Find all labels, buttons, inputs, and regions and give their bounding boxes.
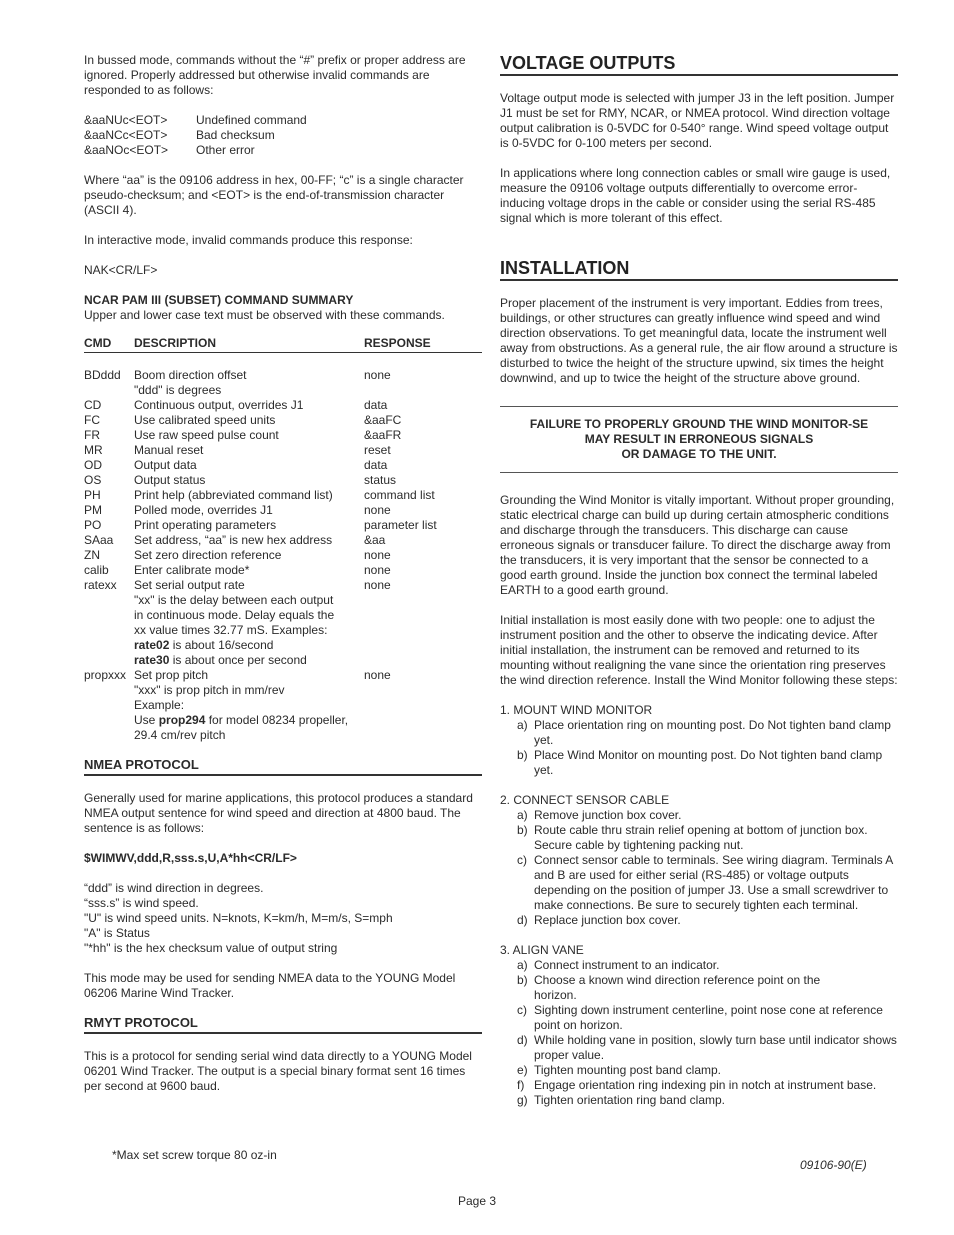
error-code: &aaNUc<EOT> [84, 113, 168, 127]
command-row [84, 563, 482, 578]
error-code-list [84, 113, 482, 158]
step-title: 1. MOUNT WIND MONITOR [500, 703, 653, 717]
step-item-letter: f) [517, 1078, 525, 1092]
rate-example-cmd: rate30 [134, 653, 170, 667]
rate-example-text: is about once per second [169, 653, 307, 667]
rate-example [134, 638, 364, 653]
voltage-paragraph-1: Voltage output mode is selected with jumper J3 in the left position. Jumper J1 must be set for RMY, NCAR, or NMEA protocol. Wind direction voltage output calibration is 0-5VDC for 0-540° range. Wind speed voltage output is 0-5VDC for 0-100 meters per second. [500, 91, 895, 150]
header-cmd: CMD [84, 336, 112, 350]
command-response: none [364, 563, 391, 577]
command-code [84, 623, 134, 638]
command-response: status [364, 473, 397, 487]
step-item-text: Replace junction box cover. [534, 913, 681, 927]
command-row [84, 698, 482, 713]
step-item-text: Choose a known wind direction reference point on the horizon. [534, 973, 821, 1002]
interactive-paragraph: In interactive mode, invalid commands produce this response: [84, 233, 413, 247]
command-code: MR [84, 443, 103, 457]
step-item [500, 1003, 898, 1033]
command-description: Output status [134, 473, 206, 487]
command-response [364, 608, 482, 623]
step-item-letter: d) [517, 913, 528, 927]
step-item-letter: c) [517, 853, 527, 867]
rmyt-paragraph: This is a protocol for sending serial wind data directly to a YOUNG Model 06201 Wind Tracker. The output is a special binary format sent 16 times per second at 9600 baud. [84, 1049, 472, 1093]
step-item [500, 808, 898, 823]
command-description: Print help (abbreviated command list) [134, 488, 333, 502]
command-response [364, 623, 482, 638]
prop-example-pre: Use [134, 713, 159, 727]
step-item-text: Sighting down instrument centerline, point nose cone at reference point on horizon. [534, 1003, 883, 1032]
installation-step [500, 703, 898, 778]
command-description: Set serial output rate [134, 578, 245, 592]
command-response: &aa [364, 533, 386, 547]
installation-step [500, 793, 898, 928]
error-code: &aaNOc<EOT> [84, 143, 169, 157]
command-row [84, 608, 482, 623]
command-row [84, 683, 482, 698]
command-response: reset [364, 443, 391, 457]
command-code: PO [84, 518, 102, 532]
nmea-title: NMEA PROTOCOL [84, 757, 482, 776]
step-item-text: Remove junction box cover. [534, 808, 682, 822]
command-row [84, 578, 482, 593]
ncar-note: Upper and lower case text must be observed with these commands. [84, 308, 445, 322]
step-title: 2. CONNECT SENSOR CABLE [500, 793, 670, 807]
command-code [84, 383, 134, 398]
nmea-sentence: $WIMWV,ddd,R,sss.s,U,A*hh<CR/LF> [84, 851, 297, 865]
step-item-letter: c) [517, 1003, 527, 1017]
command-row [84, 473, 482, 488]
rate-example-text: is about 16/second [169, 638, 274, 652]
step-item-letter: e) [517, 1063, 528, 1077]
command-description: Set address, “aa” is new hex address [134, 533, 333, 547]
step-item [500, 853, 898, 913]
step-item-text: Engage orientation ring indexing pin in notch at instrument base. [534, 1078, 877, 1092]
command-row [84, 653, 482, 668]
command-rows [84, 368, 482, 638]
command-description: Manual reset [134, 443, 204, 457]
command-table-header [84, 336, 482, 353]
command-row [84, 383, 482, 398]
step-item [500, 1063, 898, 1078]
step-title: 3. ALIGN VANE [500, 943, 584, 957]
installation-paragraph: Proper placement of the instrument is very important. Eddies from trees, buildings, or other structures can greatly influence wind speed and wind direction observations. To get meaningful data, locate the instrument well away from obstructions. As a general rule, the air flow around a structure is disturbed to twice the height of the structure upwind, six times the height downwind, and up to twice the height of the structure above ground. [500, 296, 898, 385]
step-item-text: While holding vane in position, slowly turn base until indicator shows proper value. [534, 1033, 897, 1062]
prop-example-post: for model 08234 propeller, [205, 713, 349, 727]
command-code: CD [84, 398, 102, 412]
command-description: xx value times 32.77 mS. Examples: [134, 623, 328, 637]
right-column [500, 53, 898, 1108]
step-item [500, 748, 898, 778]
voltage-outputs-title: VOLTAGE OUTPUTS [500, 53, 898, 76]
command-description: Use raw speed pulse count [134, 428, 279, 442]
step-item-letter: b) [517, 823, 528, 837]
command-description: Boom direction offset [134, 368, 247, 382]
header-response: RESPONSE [364, 336, 431, 350]
command-row [84, 368, 482, 383]
warning-line: FAILURE TO PROPERLY GROUND THE WIND MONITOR-SE [529, 417, 869, 431]
step-item [500, 1078, 898, 1093]
step-item-text: Tighten mounting post band clamp. [534, 1063, 722, 1077]
header-description: DESCRIPTION [134, 336, 217, 350]
step-item-letter: a) [517, 808, 528, 822]
command-row [84, 728, 482, 743]
error-code-row [84, 113, 482, 128]
command-row [84, 713, 482, 728]
command-description: Print operating parameters [134, 518, 277, 532]
step-item-text: Place Wind Monitor on mounting post. Do Not tighten band clamp yet. [534, 748, 883, 777]
nmea-def: "*hh" is the hex checksum value of output string [84, 941, 338, 955]
step-item-letter: d) [517, 1033, 528, 1047]
command-code: ratexx [84, 578, 117, 592]
rate-example [134, 653, 364, 668]
command-table [84, 336, 482, 743]
left-column [84, 53, 482, 1094]
rate-example-cmd: rate02 [134, 638, 170, 652]
command-row [84, 593, 482, 608]
command-code: OD [84, 458, 102, 472]
document-number: 09106-90(E) [800, 1158, 867, 1172]
nak-response: NAK<CR/LF> [84, 263, 158, 277]
command-response: parameter list [364, 518, 437, 532]
grounding-paragraph: Grounding the Wind Monitor is vitally important. Without proper grounding, static electrical charge can build up during certain atmospheric conditions and discharge through the transducers. This discharge can cause erroneous signals or transducer failure. To direct the discharge away from the transducers, it is very important that the sensor be connected to a good earth ground. Inside the junction box connect the terminal labeled EARTH to a good earth ground. [500, 493, 895, 597]
step-item [500, 958, 898, 973]
step-item-text: Connect instrument to an indicator. [534, 958, 720, 972]
command-row [84, 623, 482, 638]
command-code [84, 593, 134, 608]
command-description: "xxx" is prop pitch in mm/rev [134, 683, 285, 697]
command-response: none [364, 548, 391, 562]
step-item-text: Route cable thru strain relief opening at bottom of junction box. Secure cable by tightening packing nut. [534, 823, 868, 852]
command-description: Output data [134, 458, 197, 472]
warning-line: MAY RESULT IN ERRONEOUS SIGNALS [584, 432, 814, 446]
error-code: &aaNCc<EOT> [84, 128, 168, 142]
command-response: none [364, 578, 391, 592]
command-row [84, 398, 482, 413]
nmea-def: “sss.s” is wind speed. [84, 896, 199, 910]
step-item [500, 1093, 898, 1108]
nmea-intro: Generally used for marine applications, this protocol produces a standard NMEA output sentence for wind speed and direction at 4800 baud. The sentence is as follows: [84, 791, 473, 835]
command-row [84, 503, 482, 518]
command-code: OS [84, 473, 102, 487]
command-row [84, 668, 482, 683]
error-code-row [84, 128, 482, 143]
error-description: Undefined command [196, 113, 307, 127]
command-description: Set zero direction reference [134, 548, 282, 562]
command-response: none [364, 668, 391, 682]
command-code: propxxx [84, 668, 127, 682]
command-row [84, 488, 482, 503]
command-response: &aaFC [364, 413, 402, 427]
command-row [84, 413, 482, 428]
command-row [84, 533, 482, 548]
command-response: command list [364, 488, 435, 502]
installation-steps [500, 703, 898, 1108]
step-item [500, 823, 898, 853]
installation-title: INSTALLATION [500, 258, 898, 281]
where-paragraph: Where “aa” is the 09106 address in hex, 00-FF; “c” is a single character pseudo-checksum; and <EOT> is the end-of-transmission character (ASCII 4). [84, 173, 464, 217]
command-description: "xx" is the delay between each output [134, 593, 334, 607]
command-code [84, 608, 134, 623]
step-item [500, 718, 898, 748]
step-item-letter: b) [517, 748, 528, 762]
command-response: &aaFR [364, 428, 402, 442]
nmea-def: "U" is wind speed units. N=knots, K=km/h, M=m/s, S=mph [84, 911, 393, 925]
rmyt-title: RMYT PROTOCOL [84, 1015, 482, 1034]
step-item-text: Tighten orientation ring band clamp. [534, 1093, 726, 1107]
command-row [84, 638, 482, 653]
command-description: Example: [134, 698, 185, 712]
command-code: FC [84, 413, 100, 427]
prop-example [134, 713, 364, 728]
command-description: "ddd" is degrees [134, 383, 222, 397]
intro-paragraph: In bussed mode, commands without the “#” prefix or proper address are ignored. Properly addressed but otherwise invalid commands are responded to as follows: [84, 53, 466, 97]
error-description: Other error [196, 143, 255, 157]
command-description: Use calibrated speed units [134, 413, 276, 427]
step-item [500, 913, 898, 928]
command-description: Enter calibrate mode* [134, 563, 250, 577]
installation-step [500, 943, 898, 1108]
command-description: Polled mode, overrides J1 [134, 503, 273, 517]
command-response: none [364, 368, 391, 382]
prop-example-cmd: prop294 [158, 713, 206, 727]
nmea-def: “ddd” is wind direction in degrees. [84, 881, 264, 895]
command-description: Set prop pitch [134, 668, 209, 682]
step-item-letter: g) [517, 1093, 528, 1107]
command-response: data [364, 458, 388, 472]
step-item-letter: b) [517, 973, 528, 987]
command-row [84, 428, 482, 443]
step-item [500, 973, 898, 1003]
step-item-text: Connect sensor cable to terminals. See wiring diagram. Terminals A and B are used for either serial (RS-485) or voltage outputs depending on the position of jumper J3. Use a small screwdriver to make connections. Be sure to securely tighten each terminal. [534, 853, 893, 912]
command-code: FR [84, 428, 100, 442]
command-response: none [364, 503, 391, 517]
command-code: PH [84, 488, 101, 502]
voltage-paragraph-2: In applications where long connection cables or small wire gauge is used, measure the 09106 voltage outputs differentially to overcome error-inducing voltage drops in the cable or consider using the serial RS-485 signal which is more tolerant of this effect. [500, 166, 891, 225]
error-description: Bad checksum [196, 128, 275, 142]
command-description: in continuous mode. Delay equals the [134, 608, 335, 622]
page-number: Page 3 [457, 1194, 497, 1208]
command-response [364, 383, 482, 398]
command-code: BDddd [84, 368, 121, 382]
step-item-letter: a) [517, 958, 528, 972]
command-response: data [364, 398, 388, 412]
ncar-title: NCAR PAM III (SUBSET) COMMAND SUMMARY [84, 293, 354, 307]
step-item-letter: a) [517, 718, 528, 732]
nmea-mode-paragraph: This mode may be used for sending NMEA data to the YOUNG Model 06206 Marine Wind Tracker. [84, 971, 456, 1000]
nmea-def: "A" is Status [84, 926, 150, 940]
step-item-text: Place orientation ring on mounting post. Do Not tighten band clamp yet. [534, 718, 891, 747]
command-description: 29.4 cm/rev pitch [134, 728, 226, 742]
command-row [84, 443, 482, 458]
step-item [500, 1033, 898, 1063]
command-description: Continuous output, overrides J1 [134, 398, 304, 412]
error-code-row [84, 143, 482, 158]
command-code: SAaa [84, 533, 114, 547]
command-row [84, 458, 482, 473]
initial-installation-paragraph: Initial installation is most easily done with two people: one to adjust the instrument position and the other to observe the indicating device. After initial installation, the instrument can be removed and returned to its mounting without realigning the vane since the orientation ring preserves the wind direction reference. Install the Wind Monitor following these steps: [500, 613, 898, 687]
command-row [84, 518, 482, 533]
footnote: *Max set screw torque 80 oz-in [112, 1148, 277, 1162]
command-code: ZN [84, 548, 100, 562]
command-code: PM [84, 503, 102, 517]
command-code: calib [84, 563, 109, 577]
grounding-warning [500, 406, 898, 473]
command-row [84, 548, 482, 563]
command-response [364, 593, 482, 608]
warning-line: OR DAMAGE TO THE UNIT. [621, 447, 777, 461]
